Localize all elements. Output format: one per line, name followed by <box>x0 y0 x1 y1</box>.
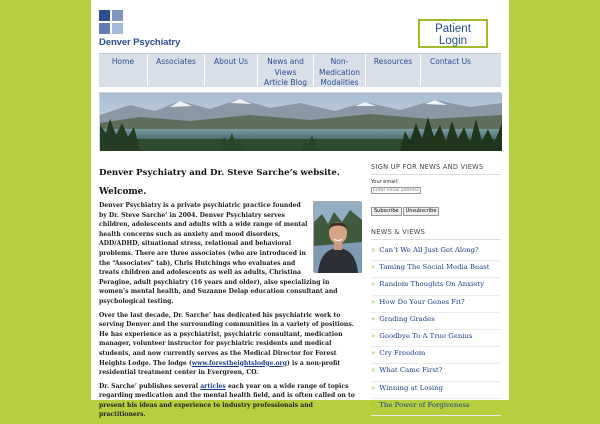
logo[interactable] <box>99 10 179 48</box>
header-banner-image <box>99 92 501 150</box>
signup-heading: SIGN UP FOR NEWS AND VIEWS <box>371 163 501 175</box>
page-container <box>91 0 509 419</box>
nav-resources[interactable]: Resources <box>366 54 421 88</box>
chevron-right-icon: » <box>371 383 376 392</box>
news-item-label: Goodbye To A True Genius <box>379 331 473 340</box>
news-item[interactable] <box>371 399 501 416</box>
chevron-right-icon: » <box>371 349 376 358</box>
news-item[interactable] <box>371 244 501 261</box>
articles-link[interactable]: articles <box>200 382 226 390</box>
news-item-label: Grading Grades <box>379 314 435 323</box>
articles-text: Dr. Sarche’ publishes several <box>99 382 201 390</box>
news-item-label: The Power of Forgiveness <box>379 400 470 409</box>
chevron-right-icon: » <box>371 331 376 340</box>
news-item-label: How Do Your Genes Fit? <box>379 297 465 306</box>
news-item[interactable] <box>371 296 501 313</box>
articles-text-end: each year on a wide range of topics regarding medication and the mental health field, and is often called on to present his ideas and experience to industry professionals and practitioners. <box>99 382 355 419</box>
news-item[interactable] <box>371 261 501 278</box>
news-item[interactable] <box>371 364 501 381</box>
nav-contact-us[interactable]: Contact Us <box>430 57 471 66</box>
news-item[interactable] <box>371 347 501 364</box>
news-item-label: Random Thoughts On Anxiety <box>379 280 484 289</box>
logo-square <box>112 23 123 34</box>
chevron-right-icon: » <box>371 263 376 272</box>
nav-non-medication[interactable]: Non-Medication Modalities <box>314 54 366 88</box>
logo-square <box>99 23 110 34</box>
intro-paragraph: Denver Psychiatry is a private psychiatric practice founded by Dr. Steve Sarche’ in 2004. Denver Psychiatry serves children, adolescents and adults with a wide range of mental health concerns such as anxiety and mood disorders, ADD/ADHD, situational stress, relational and behavioral problems. There are three associates (who are introduced in the “Associates” tab), Chris Hutchings who evaluates and treats children and adolescents as well as adults, Christina Peragine, adult psychiatry (16 years and older), also specializing in women’s mental health, and Suzanne Delap education consultant and psychological testing. <box>99 202 338 305</box>
nav-home[interactable]: Home <box>99 54 148 88</box>
chevron-right-icon: » <box>371 400 376 409</box>
experience-paragraph <box>99 311 361 378</box>
nav-about-us[interactable]: About Us <box>205 54 258 88</box>
chevron-right-icon: » <box>371 314 376 323</box>
nav-news-and-views[interactable]: News and Views Article Blog <box>258 54 314 88</box>
welcome-heading: Welcome. <box>99 187 147 197</box>
forest-heights-link[interactable]: www.forestheightslodge.org <box>191 359 288 367</box>
chevron-right-icon: » <box>371 280 376 289</box>
subscribe-form <box>371 179 501 216</box>
articles-paragraph <box>99 382 361 420</box>
news-list <box>371 244 501 416</box>
news-item[interactable] <box>371 313 501 330</box>
news-item-label: Cry Freedom <box>379 349 426 358</box>
experience-text-end: ) is a non-profit residential treatment center in Evergreen, CO. <box>99 359 341 377</box>
subscribe-button[interactable]: Subscribe <box>371 207 402 216</box>
logo-square <box>99 10 110 21</box>
logo-text: Denver Psychiatry <box>99 37 181 48</box>
main-nav <box>99 53 501 87</box>
experience-text: Over the last decade, Dr. Sarche’ has dedicated his psychiatric work to serving Denver and the surrounding communities in a variety of positions. He has experience as a psychiatrist, psychiatric consultant, medication manager, volunteer instructor for psychiatric residents and medical students, and now currently serves as the Medical Director for Forest Heights Lodge. The lodge ( <box>99 311 354 367</box>
news-item-label: Winning at Losing <box>379 383 443 392</box>
doctor-portrait <box>313 201 361 272</box>
sidebar <box>371 163 501 416</box>
nav-associates[interactable]: Associates <box>148 54 205 88</box>
doctor-portrait-image <box>314 202 362 273</box>
page-title: Denver Psychiatry and Dr. Steve Sarche’s website. <box>99 168 340 178</box>
news-item[interactable] <box>371 330 501 347</box>
mountain-lake-landscape <box>100 93 502 151</box>
unsubscribe-button[interactable]: Unsubscribe <box>403 207 440 216</box>
chevron-right-icon: » <box>371 366 376 375</box>
chevron-right-icon: » <box>371 297 376 306</box>
main-content <box>99 168 361 424</box>
news-heading: NEWS & VIEWS <box>371 228 501 240</box>
email-label: Your email: <box>371 179 399 185</box>
news-item[interactable] <box>371 278 501 295</box>
news-item-label: Can’t We All Just Get Along? <box>379 246 479 254</box>
news-item-label: Taming The Social Media Beast <box>379 263 490 272</box>
email-input[interactable] <box>371 187 421 194</box>
chevron-right-icon: » <box>371 246 376 254</box>
patient-login-button[interactable]: Patient Login <box>418 19 488 48</box>
logo-square <box>112 10 123 21</box>
news-item-label: What Came First? <box>379 366 443 375</box>
news-item[interactable] <box>371 382 501 399</box>
